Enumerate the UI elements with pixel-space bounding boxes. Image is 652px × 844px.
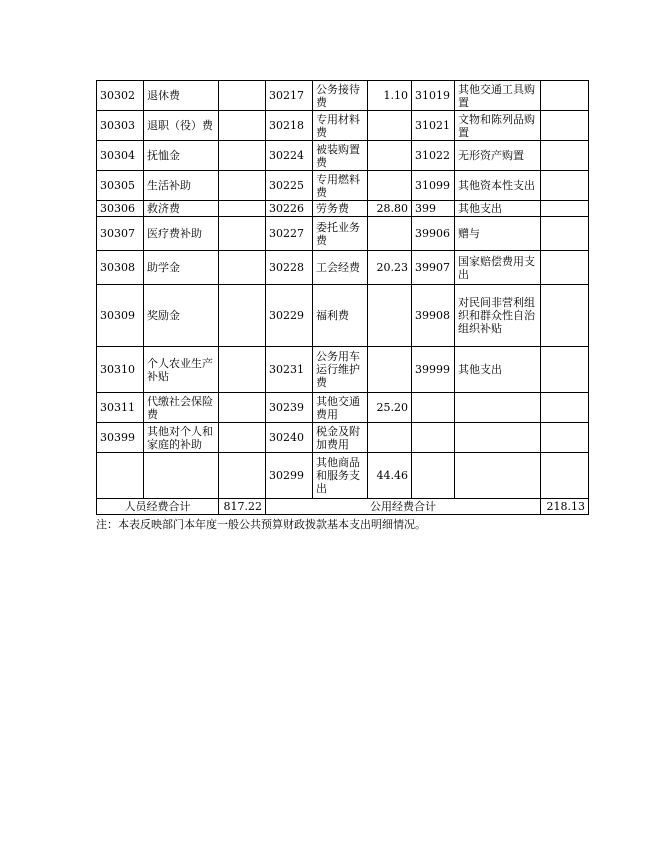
item-amount [219, 285, 266, 347]
item-name: 国家赔偿费用支出 [455, 251, 541, 285]
public-total-label: 公用经费合计 [266, 499, 541, 515]
item-amount: 25.20 [368, 393, 412, 423]
item-amount [541, 393, 589, 423]
item-code: 30310 [97, 347, 144, 393]
item-code: 39908 [412, 285, 455, 347]
table-row [97, 423, 589, 453]
item-amount [368, 347, 412, 393]
item-name: 抚恤金 [144, 141, 219, 171]
item-amount [541, 111, 589, 141]
item-name: 退休费 [144, 81, 219, 111]
item-name [144, 453, 219, 499]
item-code: 30307 [97, 217, 144, 251]
item-name [455, 453, 541, 499]
item-name: 福利费 [313, 285, 368, 347]
item-name: 退职（役）费 [144, 111, 219, 141]
item-amount [219, 393, 266, 423]
item-code: 31022 [412, 141, 455, 171]
table-row [97, 453, 589, 499]
item-code: 31021 [412, 111, 455, 141]
item-name: 劳务费 [313, 201, 368, 217]
totals-row [97, 499, 589, 515]
item-name: 无形资产购置 [455, 141, 541, 171]
item-code [97, 453, 144, 499]
item-code: 30224 [266, 141, 313, 171]
item-name: 文物和陈列品购置 [455, 111, 541, 141]
item-amount [368, 217, 412, 251]
item-name: 委托业务费 [313, 217, 368, 251]
item-code: 30399 [97, 423, 144, 453]
item-code: 30306 [97, 201, 144, 217]
item-name: 助学金 [144, 251, 219, 285]
table-row [97, 217, 589, 251]
item-code: 39906 [412, 217, 455, 251]
item-name: 医疗费补助 [144, 217, 219, 251]
item-amount [541, 453, 589, 499]
item-amount [219, 171, 266, 201]
item-code: 30225 [266, 171, 313, 201]
item-name: 专用材料费 [313, 111, 368, 141]
item-name: 对民间非营利组织和群众性自治组织补贴 [455, 285, 541, 347]
item-name: 生活补助 [144, 171, 219, 201]
item-name [455, 423, 541, 453]
table-row [97, 251, 589, 285]
item-code: 30303 [97, 111, 144, 141]
item-name: 其他支出 [455, 201, 541, 217]
item-code: 30302 [97, 81, 144, 111]
item-code [412, 393, 455, 423]
item-amount [219, 251, 266, 285]
item-code: 30231 [266, 347, 313, 393]
item-amount [368, 111, 412, 141]
item-amount [219, 81, 266, 111]
item-name: 公务用车运行维护费 [313, 347, 368, 393]
item-name: 其他交通费用 [313, 393, 368, 423]
item-amount [219, 201, 266, 217]
table-body [97, 81, 589, 499]
item-amount [219, 111, 266, 141]
item-code [412, 453, 455, 499]
item-amount [368, 285, 412, 347]
item-code: 39907 [412, 251, 455, 285]
item-amount: 1.10 [368, 81, 412, 111]
item-amount [368, 141, 412, 171]
table-row [97, 285, 589, 347]
item-amount [219, 217, 266, 251]
item-name: 公务接待费 [313, 81, 368, 111]
item-code: 30240 [266, 423, 313, 453]
item-amount [541, 423, 589, 453]
item-name: 其他支出 [455, 347, 541, 393]
item-name: 救济费 [144, 201, 219, 217]
item-amount [219, 141, 266, 171]
item-name [455, 393, 541, 423]
item-amount [541, 81, 589, 111]
item-name: 个人农业生产补贴 [144, 347, 219, 393]
item-name: 其他商品和服务支出 [313, 453, 368, 499]
item-amount [541, 251, 589, 285]
item-name: 其他交通工具购置 [455, 81, 541, 111]
item-code: 39999 [412, 347, 455, 393]
item-name: 被装购置费 [313, 141, 368, 171]
item-code: 30309 [97, 285, 144, 347]
table-row [97, 111, 589, 141]
item-name: 税金及附加费用 [313, 423, 368, 453]
personnel-total-label: 人员经费合计 [97, 499, 219, 515]
item-code: 30311 [97, 393, 144, 423]
item-code: 30304 [97, 141, 144, 171]
table-row [97, 393, 589, 423]
item-code: 30305 [97, 171, 144, 201]
item-name: 代缴社会保险费 [144, 393, 219, 423]
item-amount: 20.23 [368, 251, 412, 285]
item-amount [541, 201, 589, 217]
item-code: 30239 [266, 393, 313, 423]
item-code: 399 [412, 201, 455, 217]
item-code: 30229 [266, 285, 313, 347]
item-code: 30226 [266, 201, 313, 217]
item-name: 其他资本性支出 [455, 171, 541, 201]
item-amount: 44.46 [368, 453, 412, 499]
item-amount: 28.80 [368, 201, 412, 217]
item-amount [219, 423, 266, 453]
item-amount [368, 423, 412, 453]
item-code [412, 423, 455, 453]
item-code: 30217 [266, 81, 313, 111]
item-code: 30218 [266, 111, 313, 141]
table-row [97, 171, 589, 201]
table-row [97, 81, 589, 111]
item-code: 31099 [412, 171, 455, 201]
item-amount [219, 347, 266, 393]
item-name: 工会经费 [313, 251, 368, 285]
item-amount [219, 453, 266, 499]
table-note: 注：本表反映部门本年度一般公共预算财政拨款基本支出明细情况。 [96, 518, 426, 531]
item-name: 专用燃料费 [313, 171, 368, 201]
item-amount [368, 171, 412, 201]
item-amount [541, 285, 589, 347]
item-amount [541, 171, 589, 201]
table-row [97, 201, 589, 217]
item-code: 30299 [266, 453, 313, 499]
item-name: 其他对个人和家庭的补助 [144, 423, 219, 453]
item-amount [541, 217, 589, 251]
item-code: 31019 [412, 81, 455, 111]
item-code: 30228 [266, 251, 313, 285]
item-amount [541, 141, 589, 171]
item-code: 30227 [266, 217, 313, 251]
item-code: 30308 [97, 251, 144, 285]
table-row [97, 141, 589, 171]
public-total-value: 218.13 [541, 499, 589, 515]
table-row [97, 347, 589, 393]
expenditure-detail-table [96, 80, 589, 515]
personnel-total-value: 817.22 [219, 499, 266, 515]
item-amount [541, 347, 589, 393]
item-name: 奖励金 [144, 285, 219, 347]
item-name: 赠与 [455, 217, 541, 251]
